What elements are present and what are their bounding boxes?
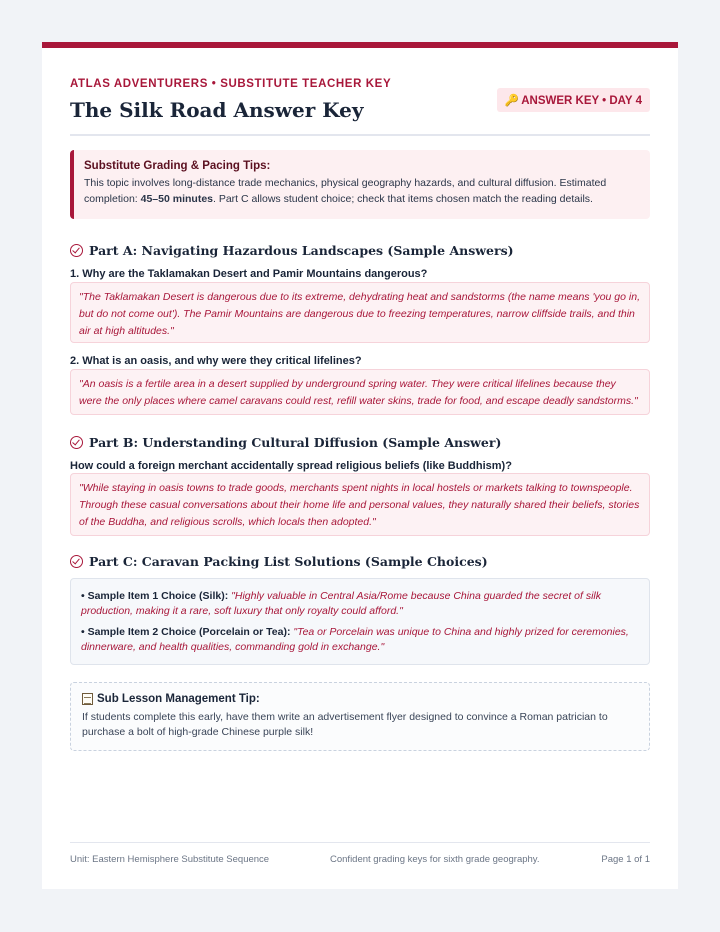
answer-2: "An oasis is a fertile area in a desert supplied by underground spring water. They were critical lifelines because they were the only places where camel caravans could rest, refill water skins, trade for food, and escape deadly sandstorms."	[70, 369, 650, 415]
item-answer: "Highly valuable in Central Asia/Rome because China guarded the secret of silk production, making it a rare, soft luxury that only royalty could afford."	[81, 590, 602, 617]
management-tip-text: If students complete this early, have them write an advertisement flyer designed to convince a Roman patrician to purchase a bolt of high-grade Chinese purple silk!	[82, 711, 608, 738]
part-c-heading	[70, 554, 650, 569]
tips-text-part: This topic involves long-distance trade mechanics, physical geography hazards, and cultural diffusion. Estimated completion:	[84, 177, 607, 205]
packing-list-box	[70, 578, 650, 665]
answer-3: "While staying in oasis towns to trade goods, merchants spent nights in local hostels or markets talking to townspeople. Through these casual conversations about their home life and personal values, they naturally shared their beliefs, stories of the Buddha, and religious scrolls, which locals then adopted."	[70, 473, 650, 536]
management-tip-box	[70, 682, 650, 751]
page-title: The Silk Road Answer Key	[70, 98, 364, 122]
management-title-text: Sub Lesson Management Tip:	[97, 693, 260, 705]
footer-page-number: Page 1 of 1	[601, 854, 650, 865]
footer-unit: Unit: Eastern Hemisphere Substitute Sequence	[70, 854, 270, 865]
eyebrow-label: ATLAS ADVENTURERS • SUBSTITUTE TEACHER KEY	[70, 78, 392, 90]
key-icon: 🔑	[504, 95, 520, 107]
footer-tagline: Confident grading keys for sixth grade geography.	[330, 854, 540, 865]
item-label: • Sample Item 1 Choice (Silk):	[81, 590, 229, 602]
check-circle-icon	[70, 436, 83, 449]
item-label: • Sample Item 2 Choice (Porcelain or Tea):	[81, 626, 291, 638]
list-item	[81, 625, 639, 655]
part-a-heading	[70, 243, 650, 258]
list-item	[81, 589, 639, 619]
question-3: How could a foreign merchant accidentally spread religious beliefs (like Buddhism)?	[70, 460, 512, 472]
notepad-icon	[82, 693, 93, 705]
day-badge	[497, 88, 650, 112]
check-circle-icon	[70, 555, 83, 568]
question-1: 1. Why are the Taklamakan Desert and Pamir Mountains dangerous?	[70, 268, 428, 280]
part-b-heading-text: Part B: Understanding Cultural Diffusion (Sample Answer)	[89, 435, 502, 450]
part-b-heading	[70, 435, 650, 450]
grading-tips-callout	[70, 150, 650, 219]
tips-text	[84, 176, 638, 207]
tips-duration: 45–50 minutes	[140, 192, 213, 205]
check-circle-icon	[70, 244, 83, 257]
question-2: 2. What is an oasis, and why were they critical lifelines?	[70, 355, 362, 367]
answer-key-page	[42, 42, 678, 889]
answer-1: "The Taklamakan Desert is dangerous due to its extreme, dehydrating heat and sandstorms (the name means 'you go in, but do not come out'). The Pamir Mountains are dangerous due to freezing temperatures, narrow cliffside trails, and thin air at high altitudes."	[70, 282, 650, 343]
tips-title: Substitute Grading & Pacing Tips:	[84, 160, 271, 172]
part-a-heading-text: Part A: Navigating Hazardous Landscapes (Sample Answers)	[89, 243, 514, 258]
badge-text: ANSWER KEY • DAY 4	[521, 95, 642, 107]
item-answer: "Tea or Porcelain was unique to China and highly prized for ceremonies, dinnerware, and health qualities, commanding gold in exchange."	[81, 626, 629, 653]
tips-text-part: . Part C allows student choice; check that items chosen match the reading details.	[213, 192, 593, 205]
management-tip-title	[82, 693, 638, 705]
part-c-heading-text: Part C: Caravan Packing List Solutions (Sample Choices)	[89, 554, 488, 569]
header-divider	[70, 134, 650, 136]
footer-divider	[70, 842, 650, 843]
